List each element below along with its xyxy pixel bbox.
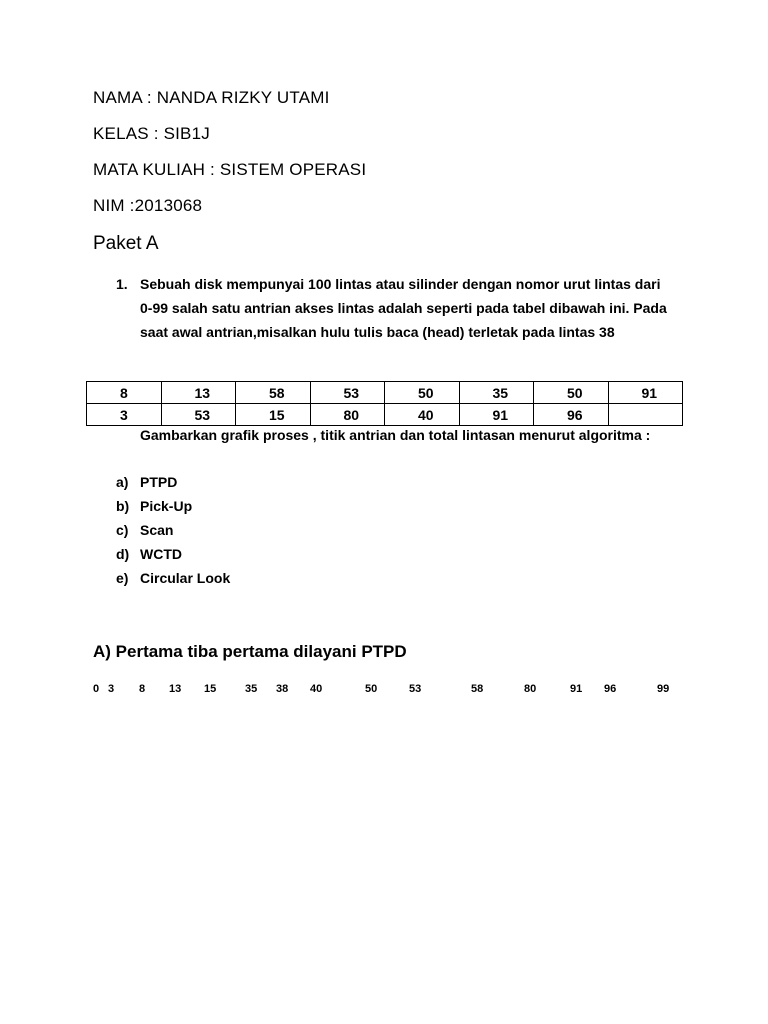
option-label: Pick-Up	[140, 498, 193, 514]
axis-label: 35	[245, 683, 258, 695]
queue-table	[86, 381, 683, 426]
axis-label: 40	[310, 683, 323, 695]
table-cell: 15	[236, 404, 311, 426]
table-cell: 3	[87, 404, 162, 426]
list-item	[116, 542, 230, 566]
axis-label: 0	[93, 683, 100, 695]
axis-label: 38	[276, 683, 289, 695]
table-cell: 80	[310, 404, 385, 426]
axis-label: 15	[204, 683, 217, 695]
option-letter: e)	[116, 570, 129, 586]
table-cell: 91	[459, 404, 534, 426]
table-cell: 53	[310, 382, 385, 404]
table-cell: 53	[161, 404, 236, 426]
instruction-text: Gambarkan grafik proses , titik antrian dan total lintasan menurut algoritma :	[140, 427, 651, 443]
axis-label: 91	[570, 683, 583, 695]
axis-label: 53	[409, 683, 422, 695]
table-cell	[608, 404, 683, 426]
table-cell: 40	[385, 404, 460, 426]
answer-section-title: A) Pertama tiba pertama dilayani PTPD	[93, 642, 407, 661]
table-cell: 35	[459, 382, 534, 404]
axis-label: 8	[139, 683, 146, 695]
question-text: Sebuah disk mempunyai 100 lintas atau silinder dengan nomor urut lintas dari 0-99 salah satu antrian akses lintas adalah seperti pada tabel dibawah ini. Pada saat awal antrian,misalkan hulu tulis baca (head) terletak pada lintas 38	[140, 276, 667, 340]
student-id: NIM :2013068	[93, 196, 203, 215]
table-cell: 8	[87, 382, 162, 404]
table-row	[87, 404, 683, 426]
list-item	[116, 566, 230, 590]
option-letter: a)	[116, 474, 129, 490]
axis-label: 13	[169, 683, 182, 695]
option-letter: b)	[116, 498, 130, 514]
axis-label: 58	[471, 683, 484, 695]
track-axis-labels	[0, 683, 768, 699]
list-item	[116, 494, 230, 518]
student-name: NAMA : NANDA RIZKY UTAMI	[93, 88, 330, 107]
option-label: WCTD	[140, 546, 182, 562]
list-item	[116, 518, 230, 542]
table-cell: 50	[385, 382, 460, 404]
table-cell: 91	[608, 382, 683, 404]
table-cell: 96	[534, 404, 609, 426]
table-cell: 50	[534, 382, 609, 404]
list-item	[116, 470, 230, 494]
table-cell: 58	[236, 382, 311, 404]
package-title: Paket A	[93, 233, 159, 254]
axis-label: 50	[365, 683, 378, 695]
question-1	[116, 272, 676, 344]
axis-label: 96	[604, 683, 617, 695]
option-letter: c)	[116, 522, 129, 538]
option-label: PTPD	[140, 474, 178, 490]
course-name: MATA KULIAH : SISTEM OPERASI	[93, 160, 367, 179]
axis-label: 99	[657, 683, 670, 695]
axis-label: 80	[524, 683, 537, 695]
algorithm-list	[116, 470, 230, 590]
table-row	[87, 382, 683, 404]
student-class: KELAS : SIB1J	[93, 124, 210, 143]
table-cell: 13	[161, 382, 236, 404]
option-label: Circular Look	[140, 570, 231, 586]
option-letter: d)	[116, 546, 130, 562]
option-label: Scan	[140, 522, 174, 538]
axis-label: 3	[108, 683, 115, 695]
question-number: 1.	[116, 276, 128, 292]
